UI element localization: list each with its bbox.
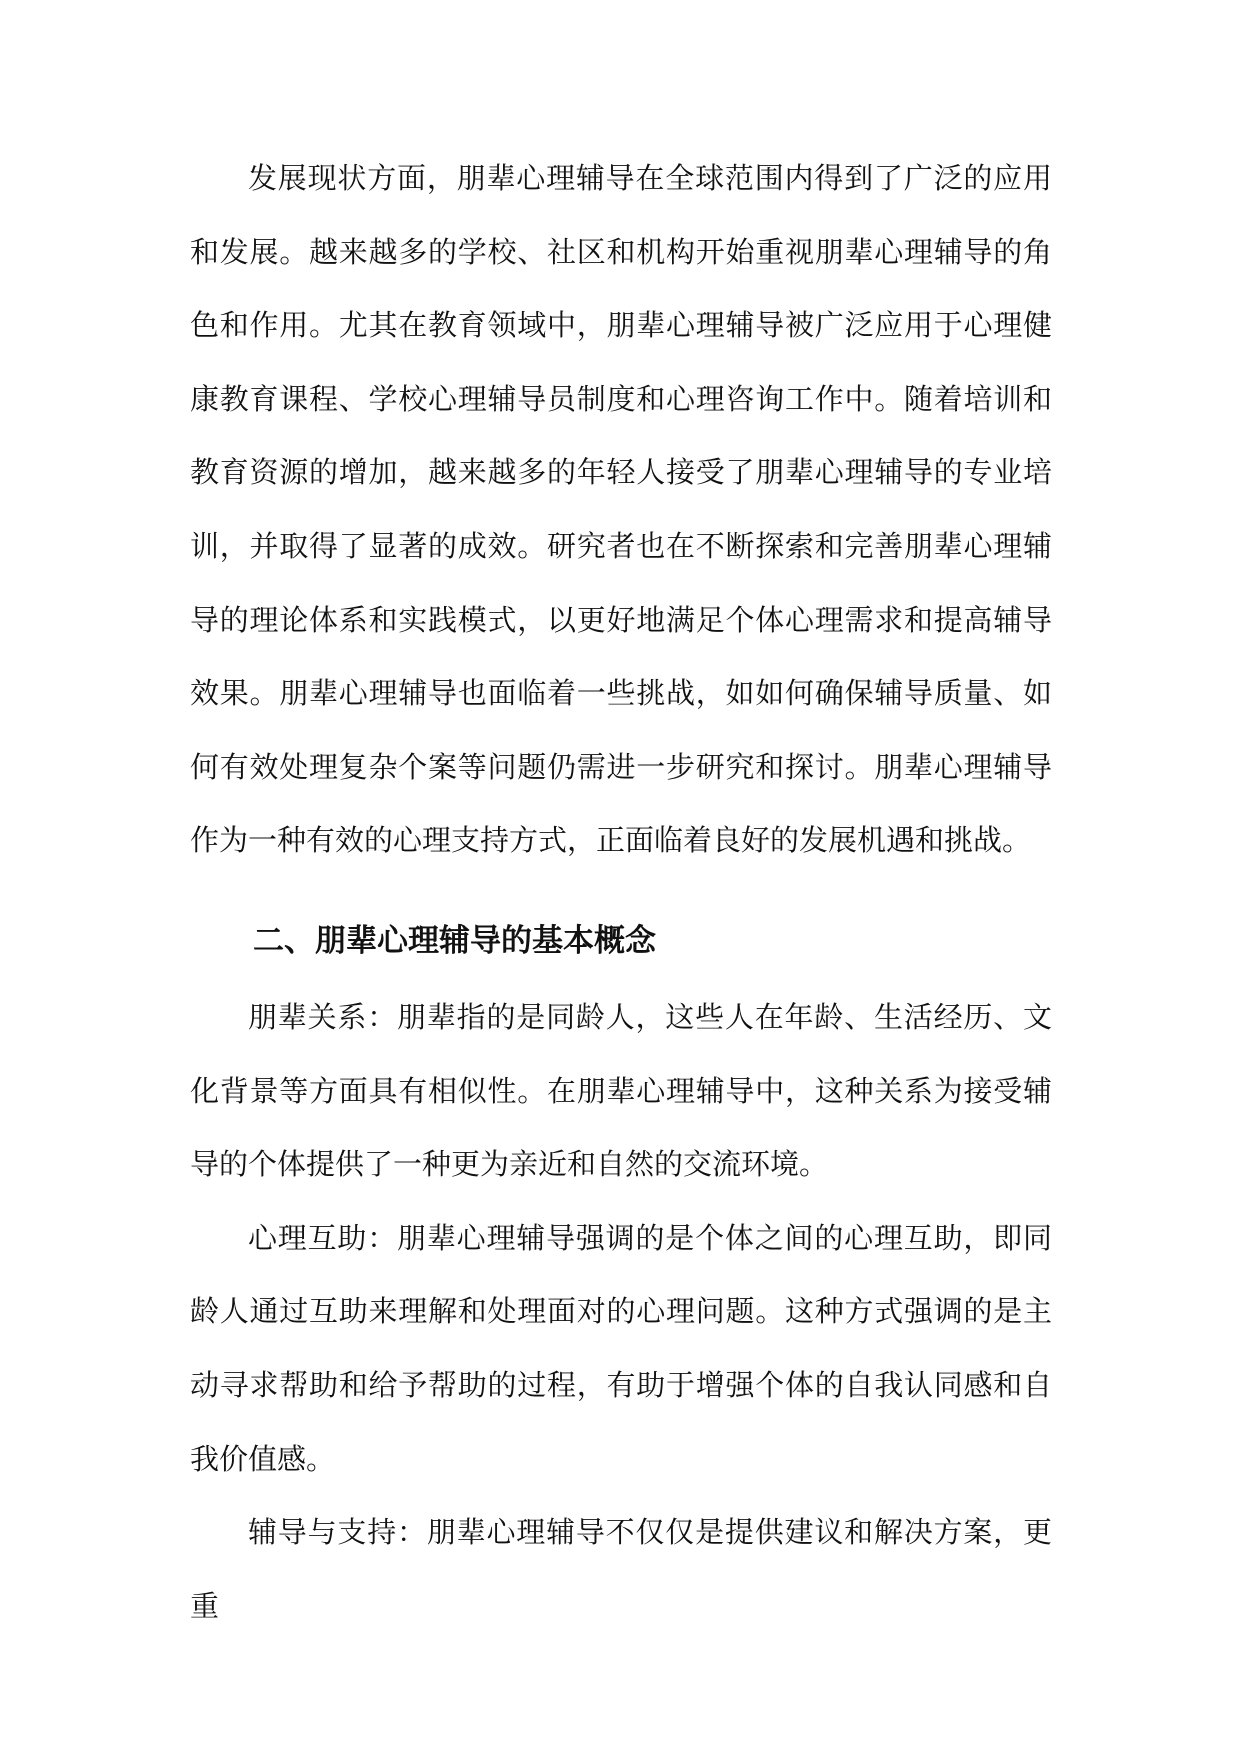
section-heading: 二、朋辈心理辅导的基本概念 [253, 922, 656, 959]
paragraph-peer-relationship: 朋辈关系：朋辈指的是同龄人，这些人在年龄、生活经历、文化背景等方面具有相似性。在朋辈心理辅导中，这种关系为接受辅导的个体提供了一种更为亲近和自然的交流环境。 [190, 999, 1052, 1182]
paragraph-mutual-aid: 心理互助：朋辈心理辅导强调的是个体之间的心理互助，即同龄人通过互助来理解和处理面对的心理问题。这种方式强调的是主动寻求帮助和给予帮助的过程，有助于增强个体的自我认同感和自我价值感。 [190, 1220, 1052, 1476]
spacer [190, 971, 1052, 981]
document-body [190, 142, 1052, 1643]
spacer [190, 878, 1052, 911]
paragraph-guidance-support: 辅导与支持：朋辈心理辅导不仅仅是提供建议和解决方案，更重 [190, 1515, 1052, 1623]
paragraph-development-status: 发展现状方面，朋辈心理辅导在全球范围内得到了广泛的应用和发展。越来越多的学校、社区和机构开始重视朋辈心理辅导的角色和作用。尤其在教育领域中，朋辈心理辅导被广泛应用于心理健康教育课程、学校心理辅导员制度和心理咨询工作中。随着培训和教育资源的增加，越来越多的年轻人接受了朋辈心理辅导的专业培训，并取得了显著的成效。研究者也在不断探索和完善朋辈心理辅导的理论体系和实践模式，以更好地满足个体心理需求和提高辅导效果。朋辈心理辅导也面临着一些挑战，如如何确保辅导质量、如何有效处理复杂个案等问题仍需进一步研究和探讨。朋辈心理辅导作为一种有效的心理支持方式，正面临着良好的发展机遇和挑战。 [190, 161, 1052, 858]
